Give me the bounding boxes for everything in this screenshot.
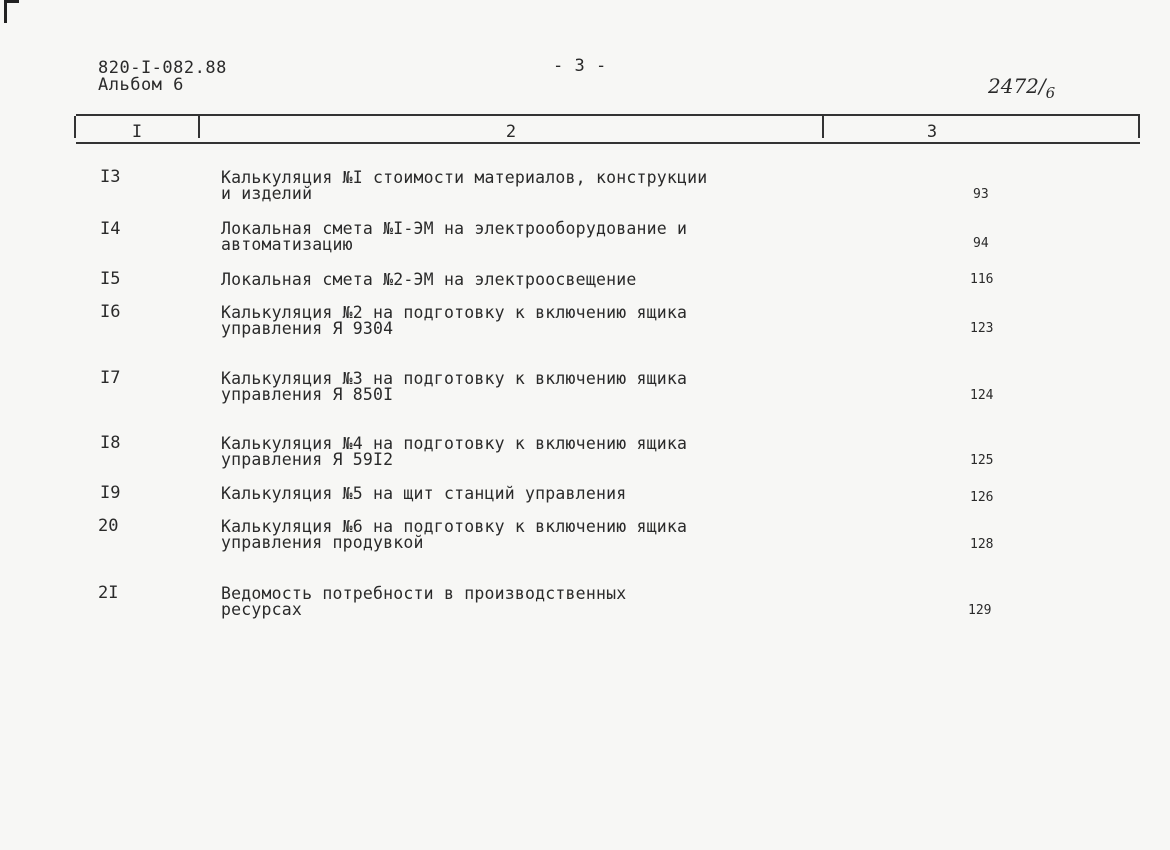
item-page: 94 <box>973 236 989 251</box>
item-page: 126 <box>970 490 994 505</box>
item-page: 128 <box>970 537 994 552</box>
item-title: Ведомость потребности в производственных <box>221 584 627 603</box>
item-title-cont: управления продувкой <box>221 533 424 552</box>
item-number: 2I <box>98 583 119 603</box>
item-number: I7 <box>100 368 121 388</box>
item-title: Калькуляция №5 на щит станций управления <box>221 484 627 503</box>
item-title-cont: ресурсах <box>221 600 303 619</box>
handwritten-stamp: $2472/_6$ <box>988 74 1056 102</box>
item-number: I4 <box>100 219 121 239</box>
item-number: I8 <box>100 433 121 453</box>
stamp-sub: 6 <box>1045 84 1056 102</box>
item-page: 116 <box>970 272 994 287</box>
column-header-2: 2 <box>505 122 517 142</box>
item-title: Калькуляция №3 на подготовку к включению ящика <box>221 369 688 388</box>
column-header-1: I <box>131 122 143 142</box>
item-number: I6 <box>100 302 121 322</box>
column-header-3: 3 <box>926 122 938 142</box>
column-divider <box>1138 116 1140 138</box>
document-code: 820-I-082.88 <box>98 58 227 78</box>
item-title-cont: управления Я 9304 <box>221 319 394 338</box>
item-title-cont: управления Я 59I2 <box>221 450 394 469</box>
item-number: I9 <box>100 483 121 503</box>
item-number: I3 <box>100 167 121 187</box>
item-title-cont: и изделий <box>221 184 313 203</box>
item-title: Калькуляция №I стоимости материалов, конструкции <box>221 168 708 187</box>
column-header <box>76 114 1140 144</box>
item-number: I5 <box>100 269 121 289</box>
item-title: Калькуляция №2 на подготовку к включению ящика <box>221 303 688 322</box>
item-page: 125 <box>970 453 994 468</box>
item-title-cont: автоматизацию <box>221 235 353 254</box>
stamp-number: 2472 <box>988 74 1039 98</box>
item-title: Калькуляция №4 на подготовку к включению ящика <box>221 434 688 453</box>
item-title: Калькуляция №6 на подготовку к включению ящика <box>221 517 688 536</box>
item-page: 129 <box>968 603 992 618</box>
item-title: Локальная смета №2-ЭМ на электроосвещение <box>221 270 637 289</box>
item-number: 20 <box>98 516 119 536</box>
item-page: 93 <box>973 187 989 202</box>
album-label: Альбом 6 <box>98 75 184 95</box>
item-title: Локальная смета №I-ЭМ на электрооборудование и <box>221 219 688 238</box>
item-title-cont: управления Я 850I <box>221 385 394 404</box>
item-page: 124 <box>970 388 994 403</box>
item-page: 123 <box>970 321 994 336</box>
corner-mark <box>4 0 19 23</box>
page-marker: - 3 - <box>553 56 607 76</box>
